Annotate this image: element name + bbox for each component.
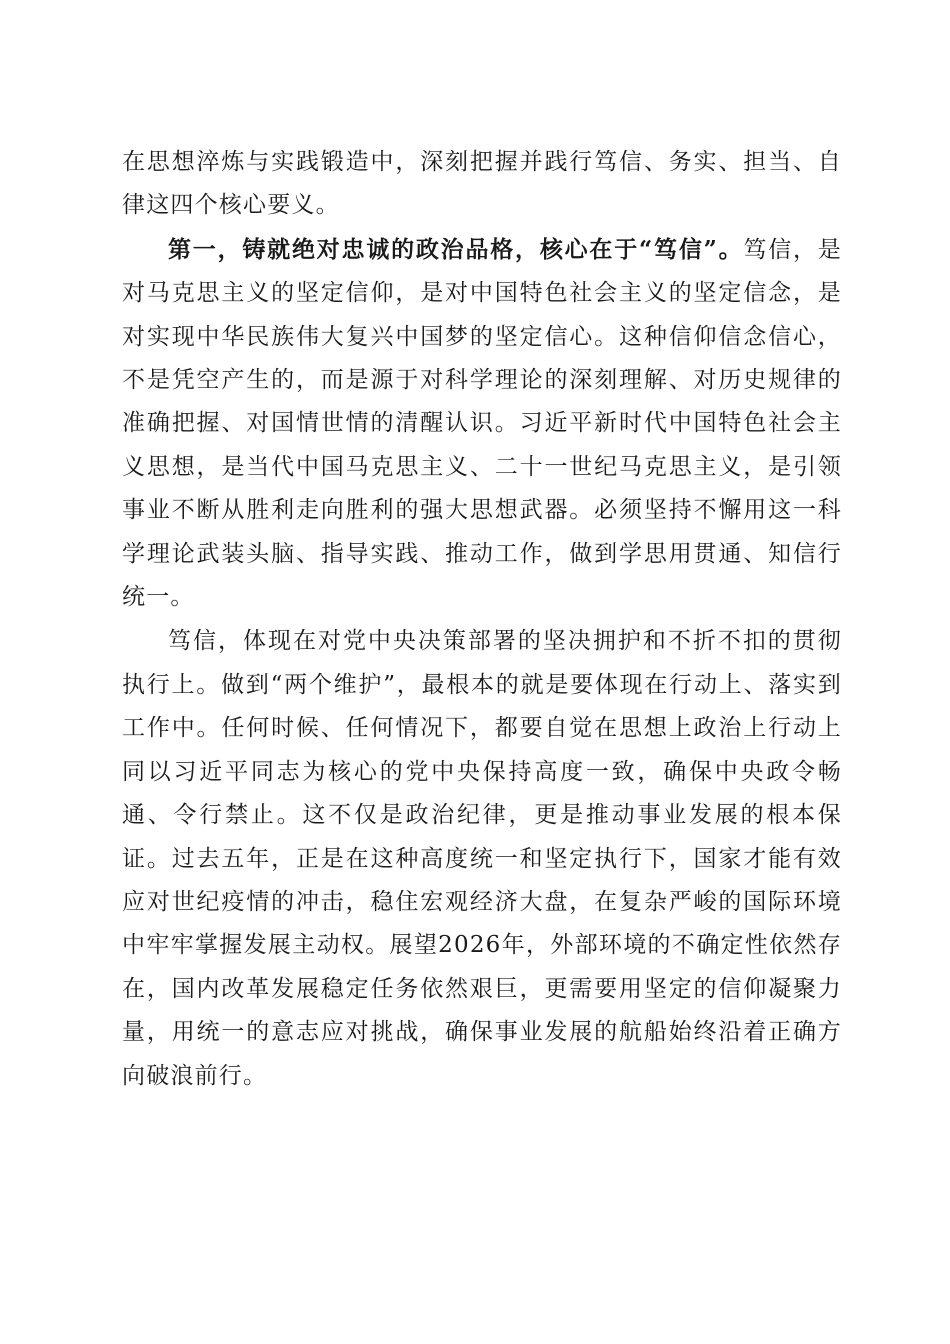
body-text — [122, 140, 842, 1098]
paragraph-point-one — [122, 228, 842, 620]
paragraph-text: 笃信，体现在对党中央决策部署的坚决拥护和不折不扣的贯彻执行上。做到“两个维护”，最根本的就是要体现在行动上、落实到工作中。任何时候、任何情况下，都要自觉在思想上政治上行动上同以习近平同志为核心的党中央保持高度一致，确保中央政令畅通、令行禁止。这不仅是政治纪律，更是推动事业发展的根本保证。过去五年，正是在这种高度统一和坚定执行下，国家才能有效应对世纪疫情的冲击，稳住宏观经济大盘，在复杂严峻的国际环境中牢牢掌握发展主动权。展望2026年，外部环境的不确定性依然存在，国内改革发展稳定任务依然艰巨，更需要用坚定的信仰凝聚力量，用统一的意志应对挑战，确保事业发展的航船始终沿着正确方向破浪前行。 — [122, 628, 842, 1089]
paragraph-text: 笃信，是对马克思主义的坚定信仰，是对中国特色社会主义的坚定信念，是对实现中华民族伟大复兴中国梦的坚定信心。这种信仰信念信心，不是凭空产生的，而是源于对科学理论的深刻理解、对历史规律的准确把握、对国情世情的清醒认识。习近平新时代中国特色社会主义思想，是当代中国马克思主义、二十一世纪马克思主义，是引领事业不断从胜利走向胜利的强大思想武器。必须坚持不懈用这一科学理论武装头脑、指导实践、推动工作，做到学思用贯通、知信行统一。 — [122, 236, 842, 611]
paragraph-point-one-detail — [122, 619, 842, 1097]
paragraph-text: 在思想淬炼与实践锻造中，深刻把握并践行笃信、务实、担当、自律这四个核心要义。 — [122, 149, 842, 219]
paragraph-intro-continuation — [122, 140, 842, 228]
paragraph-heading: 第一，铸就绝对忠诚的政治品格，核心在于“笃信”。 — [168, 235, 744, 263]
